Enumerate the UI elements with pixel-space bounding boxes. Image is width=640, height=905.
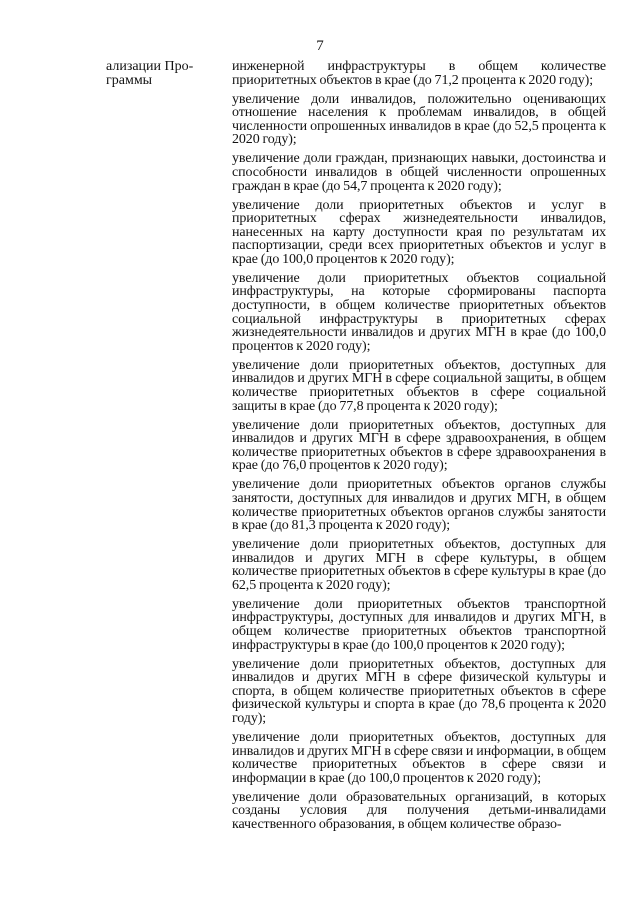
left-label-line-1: ализации Про- (106, 59, 194, 74)
indicator-paragraph: увеличение доли образовательных организаций, в которых созданы условия для получения детьми-инвалидами качественного образования, в общем количестве образо- (232, 789, 606, 832)
page-number: 7 (316, 38, 324, 54)
indicator-paragraph: увеличение доли граждан, признающих навыки, достоинства и способности инвалидов в общей численности опрошенных граждан в крае (до 54,7 процента к 2020 году); (232, 151, 606, 194)
indicator-paragraph: увеличение доли инвалидов, положительно оценивающих отношение населения к проблемам инвалидов, в общей численности опрошенных инвалидов в крае (до 52,5 процента к 2020 году); (232, 91, 606, 148)
indicator-paragraph: увеличение доли приоритетных объектов, доступных для инвалидов и других МГН в сфере физической культуры и спорта, в общем количестве приоритетных объектов в сфере физической культуры и спорта в крае (до 78,6 процента к 2020 году); (232, 656, 606, 727)
indicator-paragraph: увеличение доли приоритетных объектов и услуг в приоритетных сферах жизнедеятельности инвалидов, нанесенных на карту доступности края по результатам их паспортизации, среди всех приоритетных объектов и услуг в крае (до 100,0 процентов к 2020 году); (232, 197, 606, 267)
indicator-paragraph: увеличение доли приоритетных объектов социальной инфраструктуры, на которые сформированы паспорта доступности, в общем количестве приоритетных объектов социальной инфраструктуры в приоритетных сферах жизнедеятельности инвалидов и других МГН в крае (до 100,0 процентов к 2020 году); (232, 270, 606, 354)
indicator-paragraph: увеличение доли приоритетных объектов, доступных для инвалидов и других МГН в сфере связи и информации, в общем количестве приоритетных объектов в сфере связи и информации в крае (до 100,0 процентов к 2020 году); (232, 730, 606, 786)
indicator-paragraph: инженерной инфраструктуры в общем количестве приоритетных объектов в крае (до 71,2 процента к 2020 году); (232, 59, 606, 88)
indicator-paragraph: увеличение доли приоритетных объектов, доступных для инвалидов и других МГН в сфере здравоохранения, в общем количестве приоритетных объектов в сфере здравоохранения в крае (до 76,0 процентов к 2020 году); (232, 417, 606, 474)
left-column-label (106, 60, 206, 88)
indicator-paragraph: увеличение доли приоритетных объектов, доступных для инвалидов и других МГН в сфере социальной защиты, в общем количестве приоритетных объектов в сфере социальной защиты в крае (до 77,8 процента к 2020 году); (232, 357, 606, 414)
indicator-paragraph: увеличение доли приоритетных объектов транспортной инфраструктуры, доступных для инвалидов и других МГН, в общем количестве приоритетных объектов транспортной инфраструктуры в крае (до 100,0 процентов к 2020 году); (232, 596, 606, 653)
left-label-line-2: граммы (106, 73, 153, 89)
indicator-paragraph: увеличение доли приоритетных объектов, доступных для инвалидов и других МГН в сфере культуры, в общем количестве приоритетных объектов в сфере культуры в крае (до 62,5 процента к 2020 году); (232, 537, 606, 593)
indicators-column (232, 60, 606, 837)
indicator-paragraph: увеличение доли приоритетных объектов органов службы занятости, доступных для инвалидов и других МГН, в общем количестве приоритетных объектов органов службы занятости в крае (до 81,3 процента к 2020 году); (232, 477, 606, 534)
